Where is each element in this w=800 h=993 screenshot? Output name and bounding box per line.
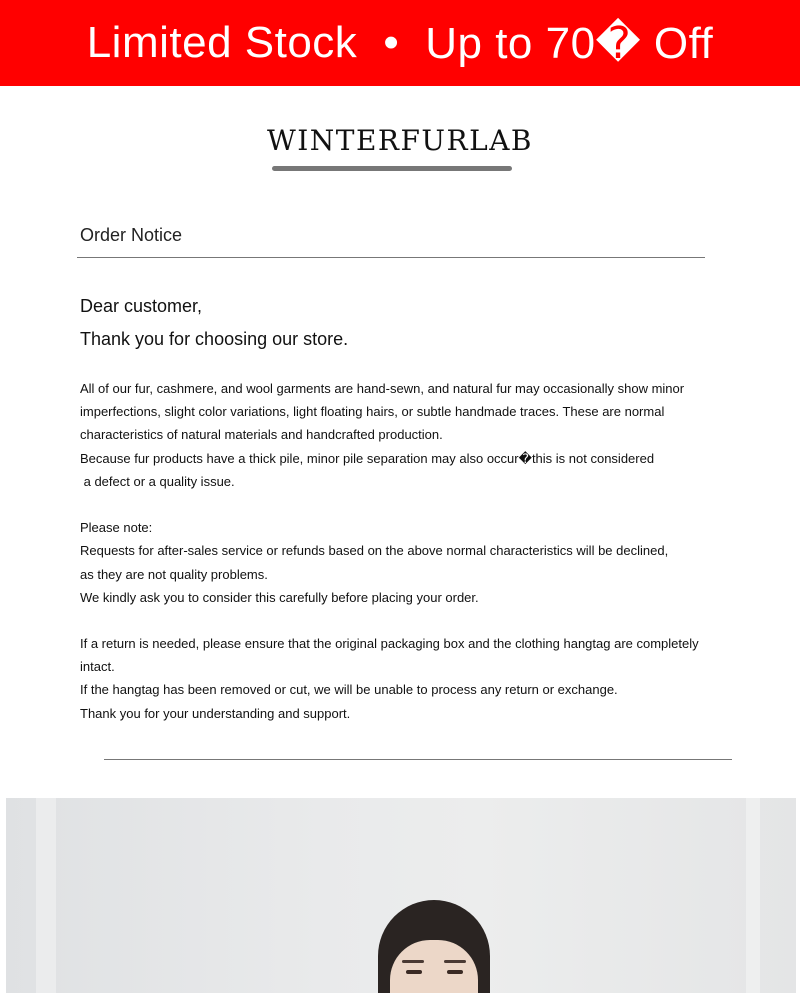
brand-logo: WINTERFURLAB	[266, 124, 534, 157]
model-eye	[447, 970, 463, 974]
banner-separator: •	[383, 18, 400, 67]
notice-body	[80, 377, 740, 725]
logo-underline	[272, 166, 512, 171]
blank-line	[80, 609, 740, 632]
promo-banner	[0, 0, 800, 86]
notice-line: Requests for after-sales service or refunds based on the above normal characteristics will be declined,	[80, 543, 669, 559]
notice-line: Thank you for your understanding and support.	[80, 705, 351, 721]
notice-line: as they are not quality problems.	[80, 566, 268, 582]
model-brow	[444, 960, 466, 963]
model-brow	[402, 960, 424, 963]
notice-line: a defect or a quality issue.	[80, 473, 235, 489]
banner-right-text: Up to 70� Off	[425, 18, 714, 68]
blank-line	[80, 493, 740, 516]
banner-left-text: Limited Stock	[86, 18, 358, 67]
title-divider	[77, 257, 705, 258]
notice-line: imperfections, slight color variations, light floating hairs, or subtle handmade traces. These are normal	[80, 404, 665, 420]
footer-divider	[104, 759, 732, 760]
notice-line: characteristics of natural materials and handcrafted production.	[80, 427, 443, 443]
notice-line: If the hangtag has been removed or cut, we will be unable to process any return or exchange.	[80, 682, 618, 698]
greeting-line: Thank you for choosing our store.	[80, 329, 349, 349]
greeting-line: Dear customer,	[80, 296, 203, 316]
product-photo	[6, 798, 796, 993]
notice-line: If a return is needed, please ensure that the original packaging box and the clothing hangtag are completely	[80, 636, 699, 652]
photo-light-streak	[36, 798, 56, 993]
notice-title: Order Notice	[80, 225, 183, 245]
notice-line: Because fur products have a thick pile, minor pile separation may also occur�this is not considered	[80, 450, 655, 466]
notice-line: All of our fur, cashmere, and wool garments are hand-sewn, and natural fur may occasionally show minor	[80, 381, 685, 396]
photo-light-streak	[746, 798, 760, 993]
notice-line: Please note:	[80, 520, 153, 536]
notice-line: We kindly ask you to consider this carefully before placing your order.	[80, 589, 479, 605]
model-eye	[406, 970, 422, 974]
notice-line: intact.	[80, 659, 115, 675]
greeting	[80, 290, 348, 356]
